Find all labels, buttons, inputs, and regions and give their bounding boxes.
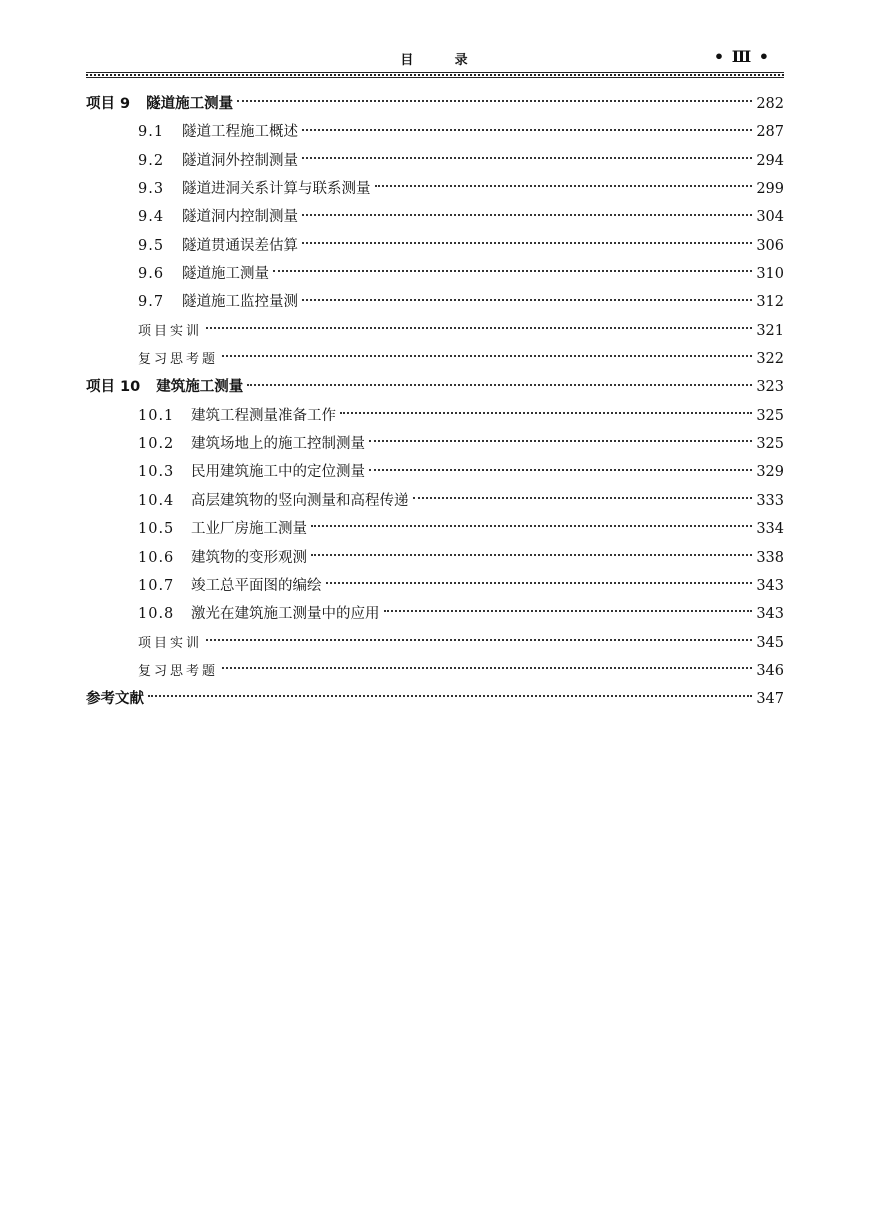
dot-leader (369, 440, 752, 442)
toc-entry-title: 隧道洞内控制测量 (182, 209, 298, 226)
dot-leader (340, 412, 752, 414)
toc-entry[interactable] (86, 600, 784, 628)
toc-entry-number: 10.8 (138, 606, 175, 623)
toc-entry-number: 9.2 (138, 152, 165, 169)
toc-entry[interactable] (86, 515, 784, 543)
page-header (86, 47, 784, 69)
toc-entry-title: 参考文献 (86, 691, 144, 708)
toc-entry[interactable] (86, 458, 784, 486)
toc-entry-page: 323 (756, 379, 784, 396)
toc-entry-number: 10.6 (138, 549, 175, 566)
toc-entry-number: 9.7 (138, 294, 165, 311)
toc-entry-title: 复习思考题 (138, 352, 219, 368)
toc-entry-number: 项目 9 (86, 96, 131, 112)
toc-entry[interactable] (86, 232, 784, 260)
toc-entry-page: 299 (756, 181, 784, 198)
toc-entry[interactable] (86, 544, 784, 572)
dot-leader (384, 610, 753, 612)
toc-entry[interactable] (86, 260, 784, 288)
table-of-contents (86, 90, 784, 714)
toc-entry[interactable] (86, 373, 784, 401)
toc-entry-page: 294 (756, 152, 784, 169)
dot-leader (302, 157, 752, 159)
dot-leader (302, 214, 752, 216)
toc-entry-page: 345 (756, 634, 784, 651)
toc-entry-title: 隧道工程施工概述 (182, 124, 298, 141)
toc-entry[interactable] (86, 402, 784, 430)
toc-entry[interactable] (86, 147, 784, 175)
toc-entry-page: 346 (756, 662, 784, 679)
toc-entry-number: 10.5 (138, 521, 175, 538)
toc-entry-page: 312 (756, 294, 784, 311)
toc-entry-number: 项目 10 (86, 379, 141, 396)
toc-entry-title: 隧道施工测量 (182, 266, 269, 283)
toc-entry-page: 322 (756, 351, 784, 368)
toc-entry-page: 304 (756, 209, 784, 226)
toc-entry-page: 325 (756, 407, 784, 424)
toc-entry-page: 333 (756, 492, 784, 509)
toc-entry[interactable] (86, 657, 784, 685)
toc-entry-title: 隧道进洞关系计算与联系测量 (182, 181, 371, 198)
toc-entry-page: 343 (756, 606, 784, 623)
page-title: 目 录 (400, 53, 470, 68)
dot-leader (237, 100, 752, 102)
toc-entry-title: 隧道洞外控制测量 (182, 152, 298, 169)
dot-leader (311, 554, 752, 556)
dot-leader (302, 129, 752, 131)
toc-entry-number: 10.3 (138, 464, 175, 481)
dot-leader (375, 185, 753, 187)
dot-leader (302, 242, 752, 244)
toc-entry-title: 项目实训 (138, 323, 203, 339)
toc-entry-title: 高层建筑物的竖向测量和高程传递 (191, 492, 409, 509)
toc-entry-page: 347 (756, 691, 784, 708)
toc-entry[interactable] (86, 118, 784, 146)
dot-leader (273, 270, 752, 272)
dot-leader (222, 667, 752, 669)
dot-leader (247, 384, 752, 386)
dot-leader (302, 299, 752, 301)
toc-entry[interactable] (86, 430, 784, 458)
toc-entry-page: 321 (756, 322, 784, 339)
toc-entry-page: 287 (756, 124, 784, 141)
toc-entry-title: 建筑物的变形观测 (191, 549, 307, 566)
toc-entry[interactable] (86, 203, 784, 231)
toc-entry-title: 民用建筑施工中的定位测量 (191, 464, 365, 481)
toc-entry-page: 310 (756, 266, 784, 283)
toc-entry-page: 329 (756, 464, 784, 481)
toc-entry[interactable] (86, 572, 784, 600)
toc-entry-number: 9.3 (138, 181, 165, 198)
header-rule (86, 72, 784, 78)
toc-entry-title: 竣工总平面图的编绘 (191, 577, 322, 594)
toc-entry-page: 334 (756, 521, 784, 538)
toc-entry-title: 激光在建筑施工测量中的应用 (191, 606, 380, 623)
dot-leader (222, 355, 752, 357)
toc-entry-title: 项目实训 (138, 635, 203, 651)
toc-entry-page: 282 (756, 96, 784, 112)
toc-entry-number: 9.6 (138, 266, 165, 283)
toc-entry-title: 工业厂房施工测量 (191, 521, 307, 538)
toc-entry-number: 10.4 (138, 492, 175, 509)
toc-entry-page: 306 (756, 237, 784, 254)
toc-entry-number: 9.1 (138, 124, 165, 141)
dot-leader (206, 639, 752, 641)
toc-entry[interactable] (86, 487, 784, 515)
toc-entry[interactable] (86, 685, 784, 713)
dot-leader (326, 582, 753, 584)
toc-entry-title: 建筑场地上的施工控制测量 (191, 436, 365, 453)
page-number: • Ⅲ • (713, 47, 770, 66)
dot-leader (148, 695, 752, 697)
toc-entry-title: 隧道施工监控量测 (182, 294, 298, 311)
dot-leader (369, 469, 752, 471)
toc-entry-title: 复习思考题 (138, 663, 219, 679)
toc-entry-number: 9.5 (138, 237, 165, 254)
toc-entry-page: 338 (756, 549, 784, 566)
toc-entry-page: 343 (756, 577, 784, 594)
toc-entry-page: 325 (756, 436, 784, 453)
toc-entry[interactable] (86, 317, 784, 345)
toc-entry-title: 建筑施工测量 (156, 379, 244, 396)
toc-entry[interactable] (86, 175, 784, 203)
toc-entry-number: 10.2 (138, 436, 175, 453)
toc-entry-title: 建筑工程测量准备工作 (191, 407, 336, 424)
toc-entry-number: 10.1 (138, 407, 175, 424)
toc-entry-number: 10.7 (138, 577, 175, 594)
toc-entry[interactable] (86, 629, 784, 657)
toc-entry[interactable] (86, 90, 784, 118)
dot-leader (206, 327, 752, 329)
dot-leader (311, 525, 752, 527)
toc-entry-title: 隧道贯通误差估算 (182, 237, 298, 254)
toc-entry-number: 9.4 (138, 209, 165, 226)
toc-entry[interactable] (86, 288, 784, 316)
toc-entry-title: 隧道施工测量 (146, 96, 234, 112)
dot-leader (413, 497, 753, 499)
toc-entry[interactable] (86, 345, 784, 373)
